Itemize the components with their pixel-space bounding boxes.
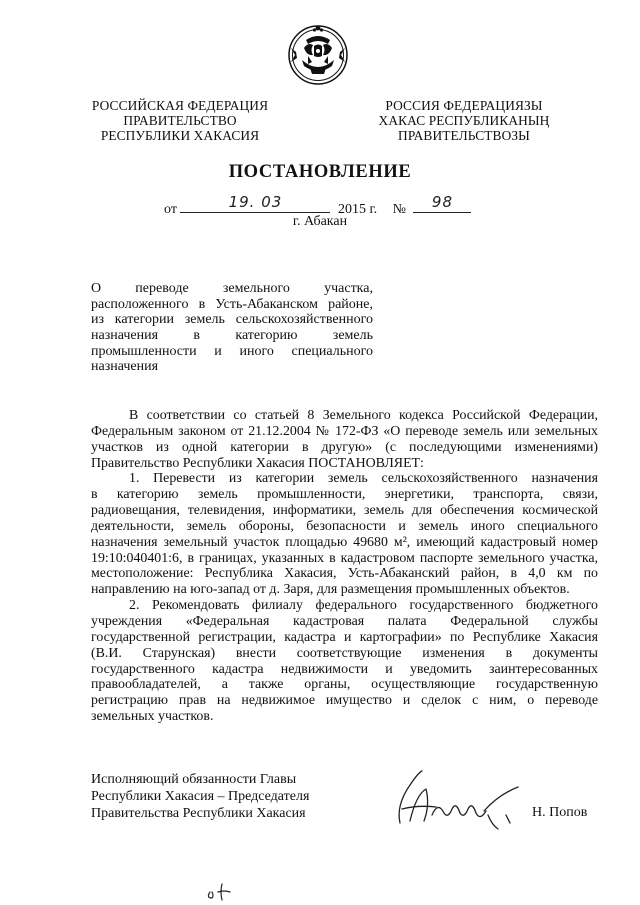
header-left-line: ПРАВИТЕЛЬСТВО [123, 113, 237, 128]
coat-of-arms-emblem [286, 22, 350, 86]
body-line: 2. Рекомендовать филиалу федерального государственного бюджетного [129, 598, 598, 614]
header-left-line: РЕСПУБЛИКИ ХАКАСИЯ [100, 128, 260, 143]
handwritten-page-mark [200, 880, 240, 902]
subject-line: промышленности и иного специального [91, 343, 373, 359]
body-line: местоположение: Республика Хакасия, Усть-Абаканский район, в 4,0 км по [91, 566, 598, 582]
city-name: г. Абакан [292, 214, 348, 229]
number-blank [413, 193, 471, 213]
body-line: (В.И. Старунская) внести соответствующие изменения в документы [91, 645, 598, 661]
body-line: государственного кадастра недвижимости и уведомить заинтересованных [91, 661, 598, 677]
header-left [78, 98, 282, 143]
signer-block [91, 771, 309, 822]
handwritten-number: 98 [431, 193, 454, 211]
body-line: участков из одной категории в другую» (с последующими изменениями) [91, 439, 598, 455]
body-line: Федеральным законом от 21.12.2004 № 172-ФЗ «О переводе земель или земельных [91, 423, 598, 439]
body-line: В соответствии со статьей 8 Земельного кодекса Российской Федерации, [129, 408, 598, 423]
body-line: радиовещания, телевидения, информатики, земель для обеспечения космической [91, 503, 598, 519]
body-line: 1. Перевести из категории земель сельскохозяйственного назначения [129, 471, 598, 487]
body-line: государственной регистрации, кадастра и картографии» по Республике Хакасия [91, 629, 598, 645]
subject-line: расположенного в Усть-Абаканском районе, [91, 296, 373, 312]
subject-block [91, 281, 373, 375]
date-prefix: от [164, 202, 177, 217]
date-blank [180, 193, 330, 213]
signer-name: Н. Попов [532, 805, 588, 820]
body-line: направлению на юго-запад от д. Заря, для размещения промышленных объектов. [91, 582, 570, 598]
header-left-line: РОССИЙСКАЯ ФЕДЕРАЦИЯ [91, 98, 269, 113]
body-line: регистрацию прав на недвижимое имущество и сделок с ним, о переводе [91, 693, 598, 709]
subject-line: назначения в категорию земель [91, 328, 373, 344]
handwritten-signature [388, 765, 538, 835]
subject-line: О переводе земельного участка, [91, 281, 373, 296]
body-line: назначения земельный участок площадью 49680 м², имеющий кадастровый номер [91, 534, 598, 550]
signer-title-line: Правительства Республики Хакасия [91, 806, 306, 821]
subject-line: из категории земель сельскохозяйственного [91, 312, 373, 328]
signer-title-line: Республики Хакасия – Председателя [91, 789, 310, 804]
subject-line: назначения [91, 359, 159, 375]
body-line: правообладателей, а также органы, осуществляющие государственную [91, 677, 598, 693]
header-right-line: РОССИЯ ФЕДЕРАЦИЯЗЫ [385, 98, 543, 113]
header-right-line: ХАКАС РЕСПУБЛИКАНЫҢ [378, 113, 550, 128]
body-text [91, 408, 598, 725]
handwritten-date: 19. 03 [228, 193, 283, 211]
body-line: 19:10:040401:6, в границах, указанных в кадастровом паспорте земельного участка, [91, 550, 598, 566]
number-sign: № [392, 202, 406, 217]
signer-title-line: Исполняющий обязанности Главы [91, 772, 297, 787]
body-line: учреждения «Федеральная кадастровая палата Федеральной службы [91, 613, 598, 629]
header-right-line: ПРАВИТЕЛЬСТВОЗЫ [398, 128, 530, 143]
body-line: земельных участков. [91, 709, 214, 725]
header-right [362, 98, 566, 143]
body-line: в категорию земель промышленности, энергетики, транспорта, связи, [91, 487, 598, 503]
date-year: 2015 г. [337, 202, 378, 217]
body-line: деятельности, земель обороны, безопасности и земель иного специального [91, 518, 598, 534]
document-title: ПОСТАНОВЛЕНИЕ [228, 162, 412, 182]
body-line: Правительство Республики Хакасия ПОСТАНОВЛЯЕТ: [91, 455, 424, 471]
